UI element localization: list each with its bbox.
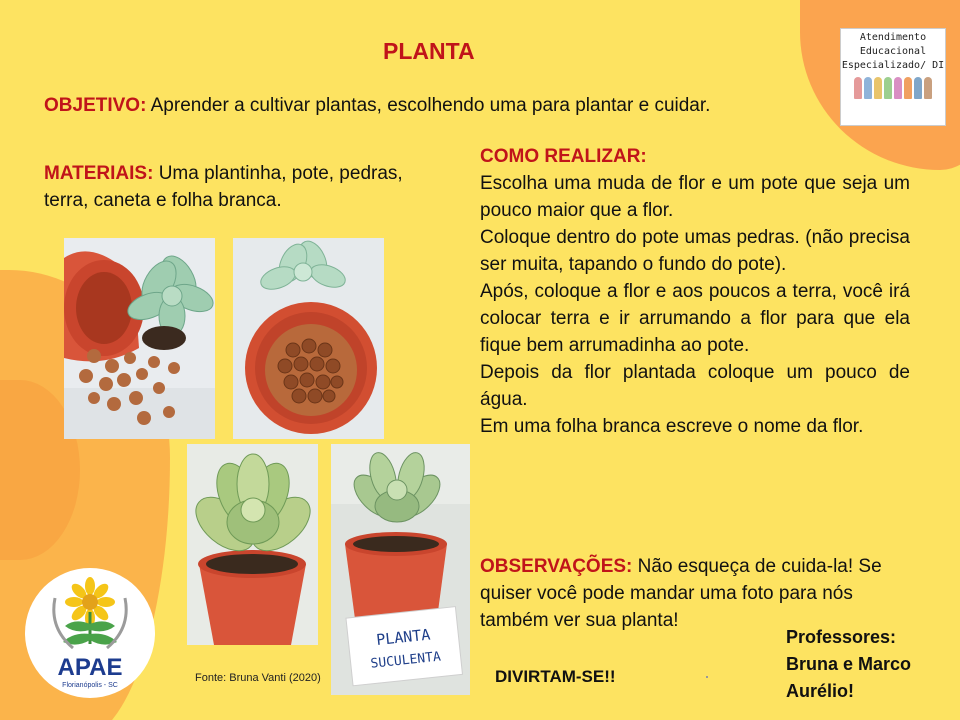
como-paragraph-5: Em uma folha branca escreve o nome da flor. (480, 416, 864, 437)
page-title: PLANTA (383, 38, 475, 64)
aee-badge (840, 28, 946, 126)
badge-line-2: Educacional (859, 46, 927, 57)
como-paragraph-2: Coloque dentro do pote umas pedras. (não precisa ser muita, tapando o fundo do pote). (480, 227, 910, 275)
materiais-text: Uma plantinha, pote, pedras, terra, caneta e folha branca. (44, 163, 403, 211)
teachers-line-3: Aurélio! (786, 681, 855, 701)
objetivo-block (44, 92, 764, 119)
sign-line-1: PLANTA (375, 625, 432, 650)
observacoes-label: OBSERVAÇÕES: (480, 556, 633, 577)
badge-line-1: Atendimento (859, 32, 927, 43)
sunflower-icon (63, 577, 117, 645)
photo-credit: Fonte: Bruna Vanti (2020) (195, 672, 321, 684)
photo-pot-pebbles (233, 238, 384, 439)
apae-name: APAE (57, 654, 123, 681)
materiais-label: MATERIAIS: (44, 163, 154, 184)
sign-line-2: SUCULENTA (369, 649, 442, 672)
como-paragraph-4: Depois da flor plantada coloque um pouco de água. (480, 362, 910, 410)
badge-line-3: Especializado/ DI (841, 60, 945, 71)
objetivo-label: OBJETIVO: (44, 95, 147, 116)
dot-mark (706, 676, 708, 678)
children-illustration (841, 77, 945, 99)
teachers-block (786, 624, 956, 705)
apae-city: Florianópolis - SC (62, 682, 118, 689)
materiais-block (44, 160, 414, 214)
observacoes-block (480, 553, 910, 634)
apae-logo (25, 568, 155, 698)
teachers-line-1: Professores: (786, 627, 897, 647)
observacoes-text: Não esqueça de cuida-la! Se quiser você pode mandar uma foto para nós também ver sua planta! (480, 556, 882, 631)
closing-message: DIVIRTAM-SE!! (495, 667, 616, 686)
como-realizar-block (480, 143, 910, 440)
como-realizar-label: COMO REALIZAR: (480, 146, 647, 167)
objetivo-text: Aprender a cultivar plantas, escolhendo uma para plantar e cuidar. (146, 95, 711, 116)
como-paragraph-3: Após, coloque a flor e aos poucos a terra, você irá colocar terra e ir arrumando a flor para que ela fique bem arrumadinha ao pote. (480, 281, 910, 356)
teachers-line-2: Bruna e Marco (786, 654, 912, 674)
photo-materials (64, 238, 215, 439)
photo-planted-succulent (187, 444, 318, 645)
como-paragraph-1: Escolha uma muda de flor e um pote que seja um pouco maior que a flor. (480, 173, 910, 221)
photo-succulent-with-sign (331, 444, 470, 695)
